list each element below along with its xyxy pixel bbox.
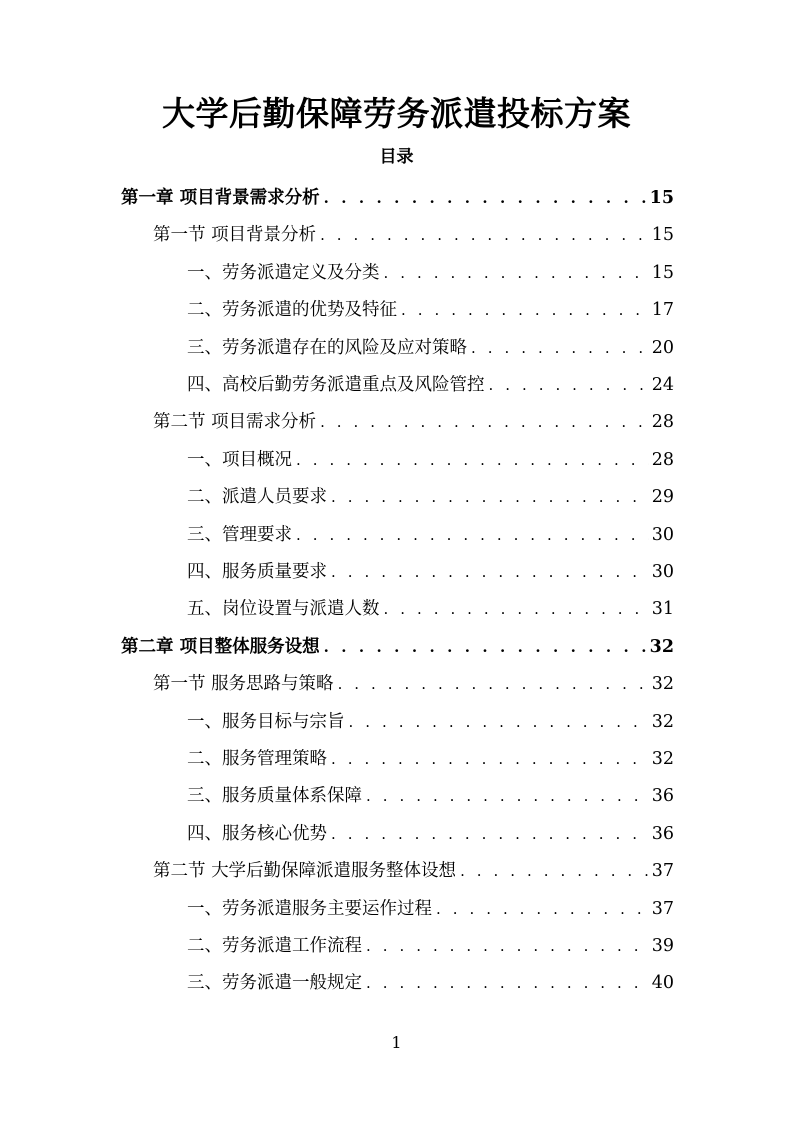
toc-entry-title: 第二章 项目整体服务设想	[121, 636, 320, 657]
toc-entry-title: 三、服务质量体系保障	[187, 786, 362, 807]
toc-entry-page-number: 37	[651, 898, 674, 919]
toc-entry-level-1[interactable]	[121, 180, 674, 217]
toc-dot-leader	[401, 292, 649, 329]
toc-entry-level-3[interactable]	[187, 928, 674, 965]
toc-entry-page-number: 39	[651, 936, 674, 956]
toc-entry-page-number: 32	[651, 674, 674, 695]
toc-entry-page-number: 36	[651, 823, 674, 844]
toc-entry-page-number: 32	[651, 711, 674, 732]
toc-dot-leader	[331, 741, 649, 778]
toc-entry-page-number: 24	[651, 375, 674, 395]
toc-entry-level-2[interactable]	[153, 404, 674, 441]
toc-entry-level-3[interactable]	[187, 517, 674, 554]
toc-entry-title: 四、服务核心优势	[187, 823, 327, 844]
document-title: 大学后勤保障劳务派遣投标方案	[162, 94, 631, 133]
toc-entry-title: 三、管理要求	[187, 524, 292, 545]
toc-entry-title: 第一节 项目背景分析	[153, 225, 317, 246]
toc-dot-leader	[296, 517, 649, 554]
toc-entry-level-3[interactable]	[187, 591, 674, 628]
toc-entry-level-3[interactable]	[187, 255, 674, 292]
toc-dot-leader	[331, 816, 649, 853]
toc-entry-level-3[interactable]	[187, 479, 674, 516]
toc-entry-title: 第一节 服务思路与策略	[153, 674, 334, 695]
toc-entry-page-number: 30	[651, 524, 674, 545]
toc-entry-page-number: 32	[651, 749, 674, 769]
toc-entry-level-3[interactable]	[187, 554, 674, 591]
toc-entry-level-3[interactable]	[187, 367, 674, 404]
toc-entry-level-2[interactable]	[153, 666, 674, 703]
toc-entry-title: 第二节 项目需求分析	[153, 412, 317, 433]
toc-entry-title: 三、劳务派遣存在的风险及应对策略	[187, 337, 467, 358]
toc-dot-leader	[471, 330, 649, 367]
toc-entry-title: 二、服务管理策略	[187, 749, 327, 769]
toc-dot-leader	[320, 217, 649, 254]
toc-entry-level-3[interactable]	[187, 292, 674, 329]
toc-entry-title: 一、劳务派遣定义及分类	[187, 262, 380, 283]
toc-dot-leader	[331, 554, 649, 591]
toc-entry-page-number: 28	[651, 449, 674, 470]
toc-entry-page-number: 37	[651, 861, 674, 882]
toc-entry-title: 第一章 项目背景需求分析	[121, 188, 320, 208]
toc-entry-title: 五、岗位设置与派遣人数	[187, 599, 380, 620]
toc-entry-level-3[interactable]	[187, 816, 674, 853]
toc-dot-leader	[436, 891, 649, 928]
toc-entry-level-3[interactable]	[187, 704, 674, 741]
toc-entry-title: 二、派遣人员要求	[187, 487, 327, 508]
toc-entry-page-number: 15	[649, 188, 674, 208]
toc-entry-level-2[interactable]	[153, 217, 674, 254]
toc-dot-leader	[324, 629, 647, 666]
toc-heading: 目录	[379, 147, 414, 167]
toc-entry-level-3[interactable]	[187, 778, 674, 815]
toc-dot-leader	[324, 180, 647, 217]
toc-entry-page-number: 17	[651, 300, 674, 321]
toc-dot-leader	[460, 853, 649, 890]
toc-entry-title: 二、劳务派遣的优势及特征	[187, 300, 397, 321]
toc-entry-title: 四、服务质量要求	[187, 562, 327, 582]
toc-entry-level-3[interactable]	[187, 965, 674, 1002]
toc-dot-leader	[489, 367, 649, 404]
toc-entry-title: 第二节 大学后勤保障派遣服务整体设想	[153, 861, 457, 882]
toc-dot-leader	[338, 666, 649, 703]
toc-entry-title: 一、项目概况	[187, 449, 292, 470]
toc-entry-title: 一、服务目标与宗旨	[187, 711, 345, 732]
toc-entry-level-3[interactable]	[187, 442, 674, 479]
toc-entry-title: 二、劳务派遣工作流程	[187, 936, 362, 956]
toc-entry-title: 一、劳务派遣服务主要运作过程	[187, 898, 432, 919]
toc-entry-page-number: 32	[649, 636, 674, 657]
toc-dot-leader	[320, 404, 649, 441]
toc-entry-title: 三、劳务派遣一般规定	[187, 973, 362, 994]
toc-entry-level-3[interactable]	[187, 891, 674, 928]
toc-entry-level-3[interactable]	[187, 741, 674, 778]
page-number: 1	[391, 1033, 402, 1052]
toc-entry-page-number: 15	[651, 225, 674, 246]
toc-dot-leader	[366, 928, 649, 965]
toc-entry-page-number: 30	[651, 562, 674, 582]
toc-entry-level-1[interactable]	[121, 629, 674, 666]
toc-entry-title: 四、高校后勤劳务派遣重点及风险管控	[187, 375, 485, 395]
toc-dot-leader	[384, 255, 649, 292]
toc-entry-level-2[interactable]	[153, 853, 674, 890]
toc-entry-page-number: 20	[651, 337, 674, 358]
toc-dot-leader	[331, 479, 649, 516]
toc-entry-page-number: 40	[651, 973, 674, 994]
toc-dot-leader	[384, 591, 649, 628]
toc-entry-page-number: 36	[651, 786, 674, 807]
toc-dot-leader	[296, 442, 649, 479]
toc-entry-page-number: 28	[651, 412, 674, 433]
toc-entry-page-number: 31	[651, 599, 674, 620]
toc-entry-page-number: 29	[651, 487, 674, 508]
toc-entry-level-3[interactable]	[187, 330, 674, 367]
toc-dot-leader	[366, 778, 649, 815]
toc-dot-leader	[349, 704, 649, 741]
toc-entry-page-number: 15	[651, 262, 674, 283]
toc-dot-leader	[366, 965, 649, 1002]
